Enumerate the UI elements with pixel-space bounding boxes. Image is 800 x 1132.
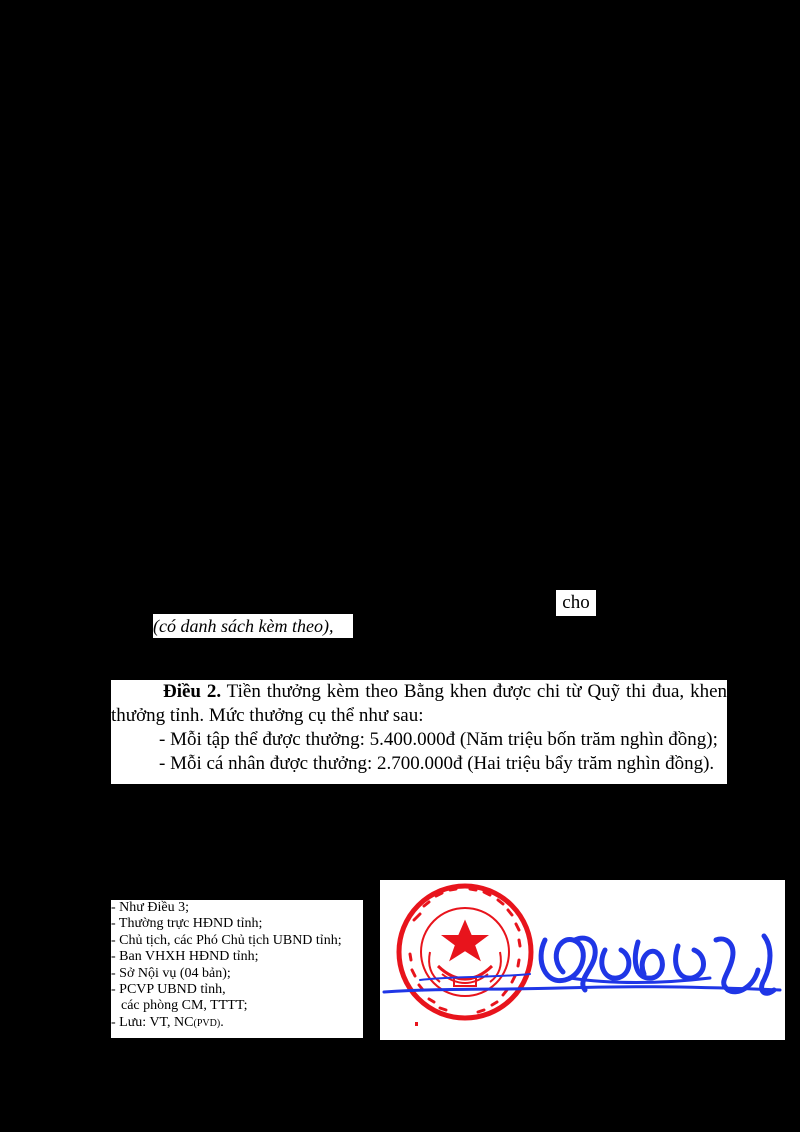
recipient-item: - Như Điều 3; [111, 900, 189, 915]
seal-and-signature [380, 880, 785, 1040]
fragment-cho-text: cho [562, 592, 590, 613]
article-2-bullet-individual: - Mỗi cá nhân được thưởng: 2.700.000đ (Hai triệu bẩy trăm nghìn đồng). [159, 753, 715, 774]
article-2-body [111, 680, 727, 728]
recipient-item: các phòng CM, TTTT; [121, 998, 248, 1014]
recipient-item: - PCVP UBND tỉnh, [111, 982, 226, 998]
recipient-archive-end: . [220, 1014, 224, 1030]
article-2-heading: Điều 2. [163, 681, 222, 702]
recipient-item: - Chủ tịch, các Phó Chủ tịch UBND tỉnh; [111, 932, 342, 948]
recipients-list [111, 900, 363, 1038]
recipient-item: - Ban VHXH HĐND tỉnh; [111, 949, 259, 965]
attached-list-note [153, 614, 353, 638]
recipient-item-archive [111, 1015, 363, 1032]
article-2-text: Tiền thưởng kèm theo Bằng khen được chi từ Quỹ thi đua, khen thưởng tỉnh. Mức thưởng cụ thể như sau: [111, 681, 728, 726]
recipient-archive-code: (PVD) [193, 1017, 221, 1029]
article-2-bullet-collective: - Mỗi tập thể được thưởng: 5.400.000đ (Năm triệu bốn trăm nghìn đồng); [159, 729, 718, 750]
recipient-item: - Sở Nội vụ (04 bản); [111, 965, 231, 981]
official-seal-icon [380, 880, 785, 1040]
recipient-archive-main: - Lưu: VT, NC [111, 1014, 194, 1030]
recipient-item: - Thường trực HĐND tỉnh; [111, 916, 263, 932]
attached-list-note-text: (có danh sách kèm theo), [153, 616, 334, 636]
article-2 [111, 680, 727, 784]
fragment-cho [556, 590, 596, 616]
